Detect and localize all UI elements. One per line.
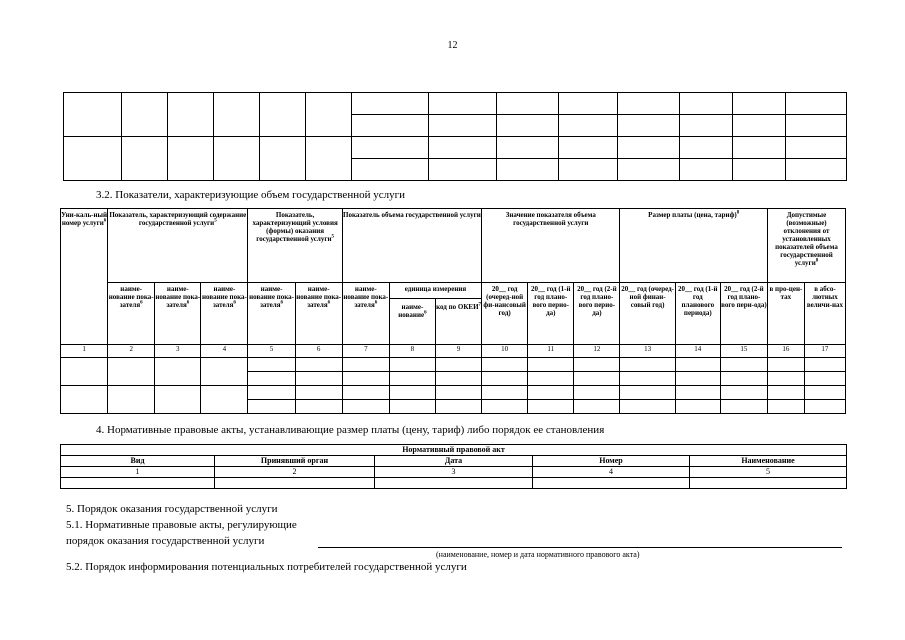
column-numbers-row: 1 2 3 4 5 6 7 8 9 10 11 12 13 14 15 16 17 bbox=[61, 345, 846, 358]
top-table-fragment bbox=[63, 92, 847, 181]
header-value: Значение показателя объема государственной услуги bbox=[482, 209, 620, 283]
page-number: 12 bbox=[447, 40, 458, 51]
heading-5-2: 5.2. Порядок информирования потенциальных потребителей государственной услуги bbox=[66, 561, 467, 573]
header-unique-number: Уни-каль-ный номер услуги$^6$ bbox=[61, 209, 108, 345]
heading-4: 4. Нормативные правовые акты, устанавливающие размер платы (цену, тариф) либо порядок ее становления bbox=[96, 424, 605, 436]
heading-5-1-line1: 5.1. Нормативные правовые акты, регулирующие bbox=[66, 519, 297, 531]
normative-acts-table: Нормативный правовой акт Вид Принявший орган Дата Номер Наименование 1 2 3 4 5 bbox=[60, 444, 847, 489]
acts-title: Нормативный правовой акт bbox=[61, 445, 847, 456]
fill-in-caption: (наименование, номер и дата нормативного правового акта) bbox=[436, 550, 640, 559]
fill-in-line bbox=[318, 547, 842, 548]
header-deviation: Допустимые (возможные) отклонения от установленных показателей объема государственной услуги$^8$ bbox=[767, 209, 845, 283]
heading-5-1-line2: порядок оказания государственной услуги bbox=[66, 535, 265, 547]
volume-indicators-table: Уни-каль-ный номер услуги$^6$ Показатель, характеризующий содержание государственной услуги$^5$ Показатель, характеризующий условия (формы) оказания государственной услуги$^5$ Показатель объема государственной услуги Значение показателя объема государственной услуги Размер платы (цена, тариф)$^8$ Допустимые (возможные) отклонения от установленных показателей объема государственной услуги$^8$ наиме-нование пока-зателя$^6$ наиме-нование пока-зателя$^6$ наиме-нование пока-зателя$^6$ наиме-нование пока-зателя$^6$ наиме-нование пока-зателя$^6$ наиме-нование пока-зателя$^6$ единица измерения 20__ год (очеред-ной фи-нансовый год) 20__ год (1-й год плано-вого перио-да) 20__ год (2-й год плано-вого перио-да) 20__ год (очеред-ной финан-совый год) 20__ год (1-й год планового периода) 20__ год (2-й год плано-вого пери-ода) в про-цен-тах в абсо-лютных величи-нах наиме-нование$^6$ код по ОКЕИ$^7$ 1 2 3 4 5 6 7 8 9 10 11 12 13 14 15 16 17 bbox=[60, 208, 846, 414]
heading-5: 5. Порядок оказания государственной услуги bbox=[66, 503, 278, 515]
header-fee: Размер платы (цена, тариф)$^8$ bbox=[620, 209, 768, 283]
header-content: Показатель, характеризующий содержание государственной услуги$^5$ bbox=[108, 209, 248, 283]
header-volume: Показатель объема государственной услуги bbox=[342, 209, 481, 283]
heading-3-2: 3.2. Показатели, характеризующие объем государственной услуги bbox=[96, 189, 405, 201]
header-conditions: Показатель, характеризующий условия (формы) оказания государственной услуги$^5$ bbox=[248, 209, 342, 283]
